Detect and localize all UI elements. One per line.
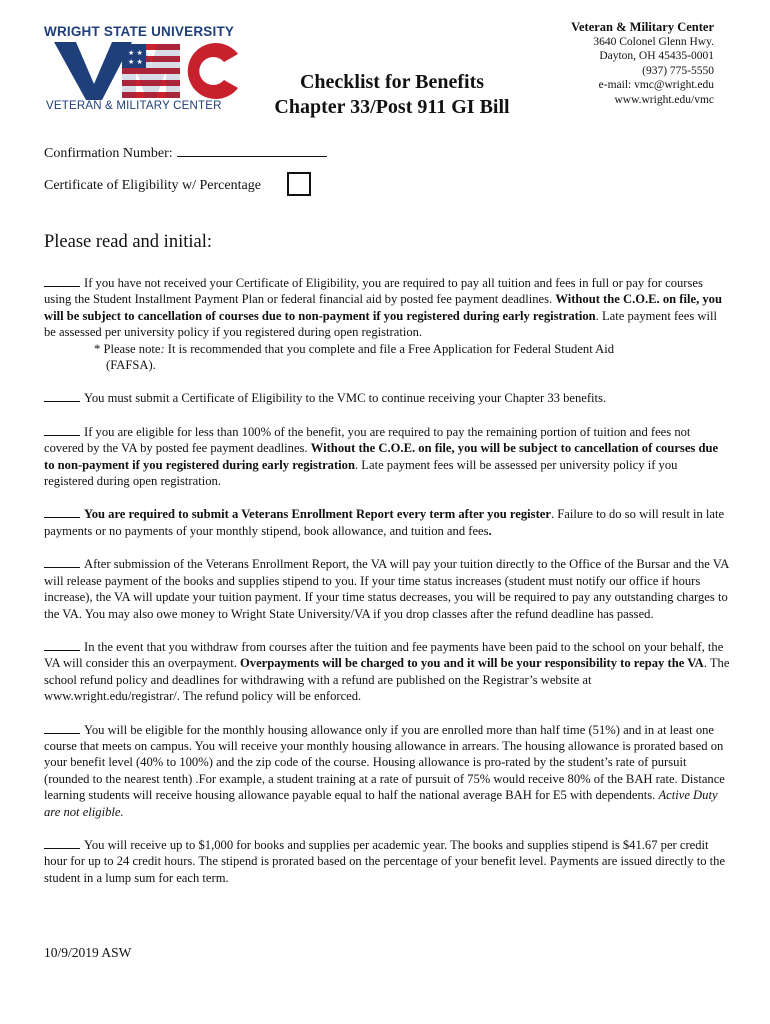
initial-line[interactable] (44, 838, 80, 849)
initial-line[interactable] (44, 391, 80, 402)
revision-footer: 10/9/2019 ASW (44, 945, 132, 960)
contact-phone: (937) 775-5550 (642, 64, 714, 77)
title-line-1: Checklist for Benefits (299, 71, 485, 93)
confirmation-number-row (44, 144, 327, 162)
checklist-item-7: You will be eligible for the monthly housing allowance only if you are enrolled more than half time (51%) and in at least one course that meets on campus. You will receive your monthly housing allowance in arrears. The housing allowance is prorated based on your benefit level (40% to 100%) and the zip code of the course. Housing allowance is pro-rated by the student’s rate of pursuit (rounded to the nearest tenth) .For example, a student training at a rate of pursuit of 75% would receive 80% of the BAH rate. Distance learning students will receive housing allowance payable equal to half the national average BAH for E5 with dependents. Active Duty are not eligible. (44, 722, 725, 819)
checklist-item-4: You are required to submit a Veterans Enrollment Report every term after you register. Failure to do so will result in late payments or no payments of your monthly stipend, book allowance, and tuition and fees. (44, 507, 725, 538)
initial-line[interactable] (44, 425, 80, 436)
title-line-2: Chapter 33/Post 911 GI Bill (274, 96, 510, 118)
logo-university-name: WRIGHT STATE UNIVERSITY (44, 24, 235, 39)
contact-website: www.wright.edu/vmc (614, 93, 714, 106)
checklist-item-5: After submission of the Veterans Enrollment Report, the VA will pay your tuition directly to the Office of the Bursar and the VA will release payment of the books and supplies stipend to you. If your time status increases (student must notify our office if hours increase), the VA will update your tuition payment. If your time status decreases, you will be required to pay any outstanding charges to the VA. You may also owe money to Wright State University/VA if you drop classes after the refund deadline has passed. (44, 557, 729, 621)
initial-line[interactable] (44, 640, 80, 651)
document-title (262, 70, 522, 120)
coe-percentage-box[interactable] (287, 172, 311, 196)
contact-heading: Veteran & Military Center (571, 20, 714, 34)
coe-row (44, 178, 261, 194)
checklist-item-1: If you have not received your Certificate of Eligibility, you are required to pay all tuition and fees in full or pay for courses using the Student Installment Payment Plan or federal financial aid by posted fee payment deadlines. Without the C.O.E. on file, you will be subject to cancellation of courses due to non-payment if you registered during early registration. Late payment fees will be assessed per university policy if you registered during open registration. * Please note: It is recommended that you complete and file a Free Application for Federal Student Aid (FAFSA). (44, 275, 730, 373)
confirmation-number-label: Confirmation Number: (44, 146, 173, 161)
coe-label: Certificate of Eligibility w/ Percentage (44, 178, 261, 193)
logo-center-name: VETERAN & MILITARY CENTER (46, 100, 222, 112)
checklist-item-3: If you are eligible for less than 100% of the benefit, you are required to pay the remaining portion of tuition and fees not covered by the VA by posted fee payment deadlines. Without the C.O.E. on file, you will be subject to cancellation of courses due to non-payment if you registered during early registration. Late payment fees will be assessed per university policy if you registered during open registration. (44, 424, 719, 489)
fafsa-note: * Please note: It is recommended that you complete and file a Free Application for Federal Student Aid (94, 341, 615, 356)
initial-line[interactable] (44, 557, 80, 568)
initial-line[interactable] (44, 507, 80, 518)
confirmation-number-field[interactable] (177, 144, 327, 157)
checklist-item-8: You will receive up to $1,000 for books and supplies per academic year. The books and supplies stipend is $41.67 per credit hour for up to 24 credit hours. The stipend is prorated based on the percentage of your benefit level. Payments are issued directly to the student in a lump sum for each term. (44, 837, 726, 885)
initial-line[interactable] (44, 723, 80, 734)
contact-email: e-mail: vmc@wright.edu (598, 79, 714, 91)
checklist-item-2: You must submit a Certificate of Eligibility to the VMC to continue receiving your Chapter 33 benefits. (44, 390, 730, 406)
instructions-heading: Please read and initial: (44, 232, 212, 252)
vmc-logo (44, 24, 244, 120)
contact-block (494, 20, 714, 107)
initial-line[interactable] (44, 276, 80, 287)
checklist-item-6: In the event that you withdraw from courses after the tuition and fee payments have been paid to the school on your behalf, the VA will consider this an overpayment. Overpayments will be charged to you and it will be your responsibility to repay the VA. The school refund policy and deadlines for withdrawing with a refund are published on the Registrar’s website at www.wright.edu/registrar/. The refund policy will be enforced. (44, 639, 730, 704)
svg-text:★ ★: ★ ★ (128, 49, 143, 57)
contact-address-2: Dayton, OH 45435-0001 (599, 50, 714, 62)
contact-address-1: 3640 Colonel Glenn Hwy. (593, 35, 714, 48)
svg-text:★ ★: ★ ★ (128, 58, 143, 66)
checklist-body (44, 275, 730, 903)
vmc-letters-logo (52, 40, 242, 102)
